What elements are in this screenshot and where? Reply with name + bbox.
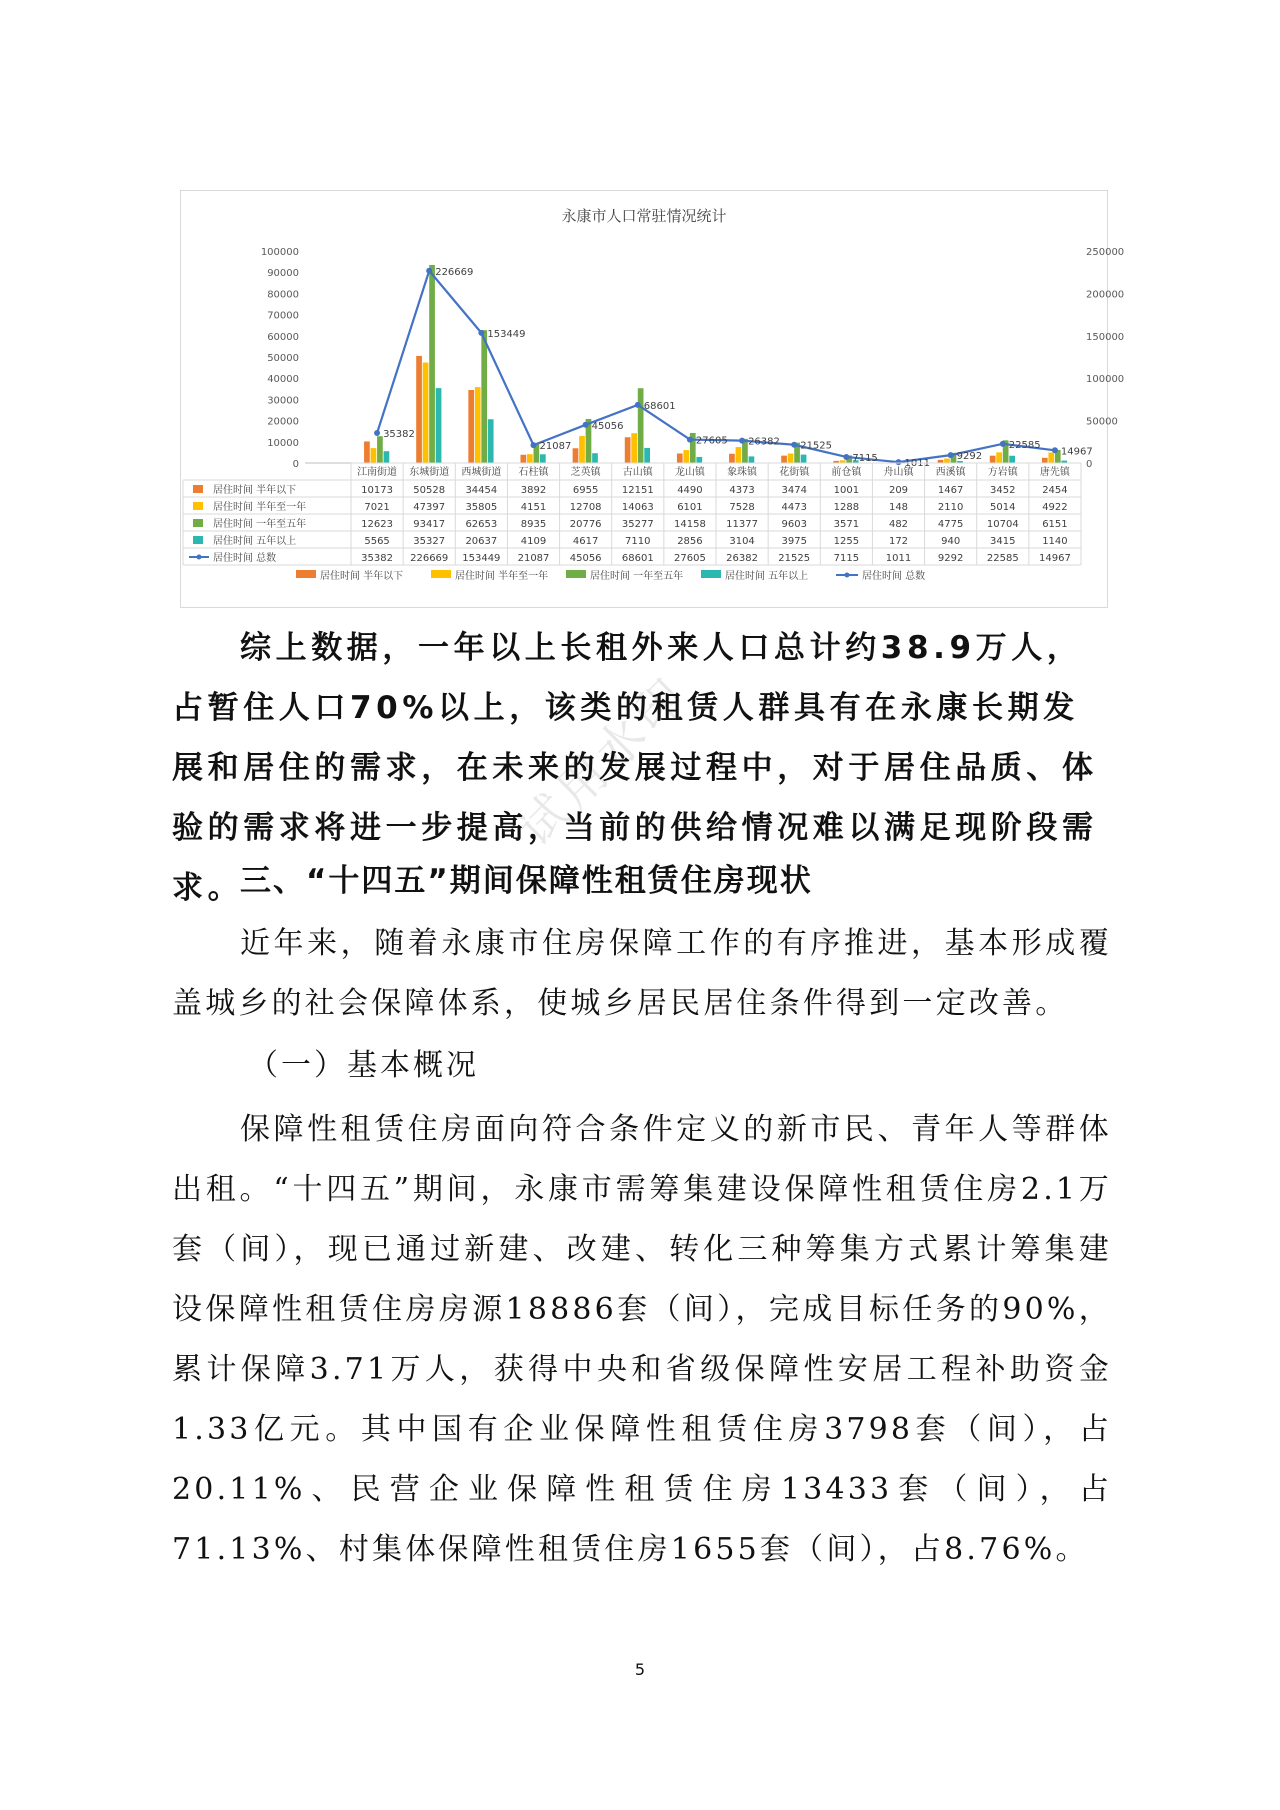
legend-label: 居住时间 半年至一年: [455, 571, 549, 582]
table-cell: 4775: [937, 519, 964, 530]
table-cell: 21087: [517, 553, 550, 564]
bar-7-1: [736, 447, 742, 463]
table-cell: 45056: [569, 553, 602, 564]
right-axis-tick: 200000: [1086, 289, 1125, 301]
table-key-swatch: [193, 536, 203, 544]
legend-label: 居住时间 一年至五年: [590, 571, 684, 582]
legend-key-swatch: [431, 570, 451, 578]
total-point-5: [635, 402, 641, 408]
table-cell: 153449: [462, 553, 501, 564]
right-axis-tick: 150000: [1086, 331, 1125, 343]
bar-2-0: [468, 390, 474, 463]
left-axis-tick: 10000: [267, 437, 299, 449]
legend-key-point: [845, 573, 850, 578]
table-cell: 209: [888, 485, 909, 496]
table-row-label: 居住时间 半年至一年: [213, 502, 307, 513]
table-cell: 2454: [1042, 485, 1068, 496]
table-cell: 14158: [674, 519, 706, 530]
legend-key-swatch: [566, 570, 586, 578]
table-cell: 34454: [465, 485, 498, 496]
total-point-10: [896, 459, 902, 465]
bar-1-3: [436, 388, 442, 463]
legend-key-swatch: [701, 570, 721, 578]
left-axis-tick: 70000: [267, 310, 299, 322]
bar-1-0: [416, 356, 422, 463]
right-axis-tick: 50000: [1086, 416, 1118, 428]
total-data-label: 9292: [956, 451, 983, 463]
bar-5-2: [638, 388, 644, 463]
overview-paragraph: 保障性租赁住房面向符合条件定义的新市民、青年人等群体出租。“十四五”期间，永康市需筹集建设保障性租赁住房2.1万套（间），现已通过新建、改建、转化三种筹集方式累计筹集建设保障性租赁住房房源18886套（间），完成目标任务的90%，累计保障3.71万人，获得中央和省级保障性安居工程补助资金1.33亿元。其中国有企业保障性租赁住房3798套（间），占20.11%、民营企业保障性租赁住房13433套（间），占71.13%、村集体保障性租赁住房1655套（间），占8.76%。: [172, 1112, 1112, 1567]
legend-label: 居住时间 半年以下: [320, 571, 404, 582]
category-label: 龙山镇: [674, 467, 705, 478]
table-cell: 9603: [781, 519, 807, 530]
right-axis-tick: 100000: [1086, 374, 1125, 386]
table-cell: 62653: [465, 519, 498, 530]
category-label: 西城街道: [461, 467, 502, 478]
table-cell: 3452: [990, 485, 1016, 496]
legend-label: 居住时间 总数: [862, 571, 926, 582]
table-cell: 940: [941, 536, 961, 547]
intro-paragraph: 近年来，随着永康市住房保障工作的有序推进，基本形成覆盖城乡的社会保障体系，使城乡居民居住条件得到一定改善。: [172, 926, 1112, 1021]
table-cell: 35277: [621, 519, 654, 530]
bar-5-0: [625, 437, 631, 463]
chart-canvas: [181, 191, 1125, 607]
bar-3-1: [527, 454, 533, 463]
bar-7-3: [749, 456, 755, 463]
table-cell: 2110: [937, 502, 964, 513]
category-label: 江南街道: [357, 467, 398, 478]
table-cell: 4473: [781, 502, 807, 513]
table-cell: 1140: [1042, 536, 1068, 547]
right-axis-tick: 0: [1086, 459, 1093, 470]
total-data-label: 22585: [1008, 439, 1041, 451]
total-data-label: 68601: [643, 400, 676, 412]
table-cell: 12623: [361, 519, 393, 530]
bar-8-3: [801, 455, 807, 463]
bar-6-1: [683, 450, 689, 463]
table-cell: 4922: [1042, 502, 1068, 513]
total-data-label: 7115: [852, 452, 878, 464]
total-data-label: 26382: [748, 436, 780, 448]
total-point-11: [948, 452, 954, 458]
table-key-point: [197, 555, 202, 560]
table-cell: 3975: [781, 536, 807, 547]
table-cell: 22585: [986, 553, 1019, 564]
table-cell: 3892: [520, 485, 547, 496]
left-axis-tick: 100000: [260, 247, 299, 258]
bar-2-2: [481, 330, 487, 463]
total-data-label: 35382: [383, 428, 415, 440]
category-label: 石柱镇: [518, 467, 549, 478]
table-cell: 1011: [885, 553, 912, 564]
table-cell: 5014: [990, 502, 1016, 513]
total-point-1: [426, 268, 432, 274]
left-axis-tick: 90000: [267, 268, 299, 280]
total-data-label: 21525: [800, 440, 833, 452]
table-cell: 6101: [677, 502, 703, 513]
bar-6-0: [677, 453, 683, 463]
table-key-swatch: [193, 485, 203, 493]
category-label: 唐先镇: [1039, 467, 1070, 478]
table-cell: 35805: [465, 502, 498, 513]
table-cell: 14967: [1039, 553, 1071, 564]
table-cell: 35327: [413, 536, 446, 547]
total-point-3: [531, 442, 537, 448]
bar-4-3: [592, 453, 598, 463]
total-point-9: [843, 454, 849, 460]
page-number: 5: [634, 1660, 646, 1679]
table-cell: 47397: [413, 502, 446, 513]
watermark: 试用水印: [507, 665, 701, 858]
total-data-label: 21087: [539, 441, 572, 453]
summary-paragraph: 综上数据，一年以上长租外来人口总计约38.9万人，占暂住人口70%以上，该类的租赁人群具有在永康长期发展和居住的需求，在未来的发展过程中，对于居住品质、体验的需求将进一步提高，当前的供给情况难以满足现阶段需求。: [172, 630, 1098, 906]
table-cell: 1001: [833, 485, 860, 496]
table-cell: 14063: [621, 502, 654, 513]
bar-13-0: [1042, 458, 1048, 463]
table-cell: 12708: [569, 502, 602, 513]
table-cell: 5565: [364, 536, 390, 547]
table-cell: 4373: [729, 485, 755, 496]
table-cell: 3571: [833, 519, 860, 530]
bar-4-0: [573, 448, 579, 463]
category-label: 东城街道: [409, 467, 450, 478]
table-cell: 226669: [410, 553, 449, 564]
table-cell: 10704: [986, 519, 1019, 530]
total-data-label: 45056: [591, 420, 624, 432]
left-axis-tick: 20000: [267, 416, 299, 428]
bar-12-1: [996, 452, 1002, 463]
section-heading: 三、“十四五”期间保障性租赁住房现状: [240, 863, 813, 899]
total-data-label: 27605: [695, 435, 728, 447]
table-key-swatch: [193, 519, 203, 527]
table-cell: 10173: [361, 485, 393, 496]
bar-8-0: [781, 456, 787, 463]
total-point-0: [374, 430, 380, 436]
total-point-2: [478, 330, 484, 336]
table-cell: 148: [888, 502, 909, 513]
bar-1-1: [423, 363, 429, 463]
table-cell: 3474: [781, 485, 807, 496]
right-axis-tick: 250000: [1086, 247, 1125, 258]
bar-6-3: [696, 457, 702, 463]
bar-13-1: [1048, 453, 1054, 463]
sub-heading: （一）基本概况: [248, 1048, 479, 1083]
table-cell: 7115: [833, 553, 860, 564]
table-cell: 1255: [833, 536, 860, 547]
table-cell: 4617: [572, 536, 599, 547]
category-label: 舟山镇: [883, 467, 914, 478]
table-cell: 20637: [465, 536, 498, 547]
table-cell: 7528: [729, 502, 755, 513]
category-label: 方岩镇: [987, 467, 1018, 478]
table-cell: 6151: [1042, 519, 1068, 530]
left-axis-tick: 40000: [267, 374, 299, 386]
total-data-label: 14967: [1060, 446, 1093, 458]
table-cell: 35382: [361, 553, 393, 564]
table-row-label: 居住时间 一年至五年: [213, 519, 307, 530]
table-cell: 26382: [726, 553, 758, 564]
table-cell: 1467: [937, 485, 964, 496]
left-axis-tick: 50000: [267, 353, 299, 364]
total-point-4: [583, 422, 589, 428]
bar-2-3: [488, 419, 494, 463]
bar-0-2: [377, 436, 383, 463]
bar-11-1: [944, 459, 950, 463]
table-cell: 3415: [990, 536, 1016, 547]
table-cell: 4151: [520, 502, 547, 513]
table-cell: 50528: [413, 485, 446, 496]
category-label: 花街镇: [779, 467, 810, 478]
bar-3-3: [540, 454, 546, 463]
table-cell: 482: [888, 519, 909, 530]
left-axis-tick: 0: [292, 459, 299, 470]
category-label: 古山镇: [622, 467, 653, 478]
table-cell: 27605: [674, 553, 706, 564]
total-data-label: 226669: [435, 266, 474, 278]
bar-7-0: [729, 454, 735, 463]
bar-5-3: [644, 448, 650, 463]
table-cell: 1288: [833, 502, 860, 513]
table-cell: 20776: [569, 519, 602, 530]
chart-title: 永康市人口常驻情况统计: [561, 207, 727, 225]
table-cell: 68601: [621, 553, 654, 564]
category-label: 象珠镇: [727, 467, 758, 478]
total-data-label: 1011: [904, 458, 930, 470]
table-row-label: 居住时间 总数: [213, 553, 277, 564]
total-point-8: [791, 442, 797, 448]
bar-2-1: [475, 387, 481, 463]
table-cell: 4109: [520, 536, 547, 547]
total-point-13: [1052, 447, 1058, 453]
table-cell: 172: [888, 536, 909, 547]
table-cell: 6955: [572, 485, 599, 496]
table-cell: 3104: [729, 536, 755, 547]
bar-1-2: [429, 265, 435, 463]
bar-0-0: [364, 441, 370, 463]
table-row-label: 居住时间 半年以下: [213, 485, 297, 496]
total-data-label: 153449: [487, 328, 526, 340]
table-cell: 11377: [726, 519, 758, 530]
table-cell: 7110: [625, 536, 651, 547]
legend-key-swatch: [296, 570, 316, 578]
bar-12-3: [1009, 456, 1015, 463]
total-point-6: [687, 437, 693, 443]
table-row-label: 居住时间 五年以上: [213, 536, 297, 547]
table-cell: 2856: [677, 536, 703, 547]
total-point-7: [739, 438, 745, 444]
table-cell: 8935: [520, 519, 547, 530]
table-cell: 7021: [364, 502, 390, 513]
bar-0-1: [371, 448, 377, 463]
category-label: 芝英镇: [570, 467, 601, 478]
bar-0-3: [384, 451, 390, 463]
table-cell: 4490: [677, 485, 703, 496]
left-axis-tick: 80000: [267, 289, 299, 301]
bar-12-0: [990, 456, 996, 463]
table-cell: 93417: [413, 519, 446, 530]
bar-4-1: [579, 436, 585, 463]
table-key-swatch: [193, 502, 203, 510]
total-point-12: [1000, 441, 1006, 447]
left-axis-tick: 60000: [267, 331, 299, 343]
category-label: 前仓镇: [831, 467, 862, 478]
legend-label: 居住时间 五年以上: [725, 571, 809, 582]
bar-8-1: [788, 454, 794, 463]
bar-3-0: [521, 455, 527, 463]
bar-5-1: [631, 433, 637, 463]
left-axis-tick: 30000: [267, 395, 299, 407]
table-cell: 12151: [621, 485, 654, 496]
population-chart: [180, 190, 1125, 608]
table-cell: 9292: [937, 553, 964, 564]
table-cell: 21525: [778, 553, 811, 564]
category-label: 西溪镇: [935, 467, 966, 478]
